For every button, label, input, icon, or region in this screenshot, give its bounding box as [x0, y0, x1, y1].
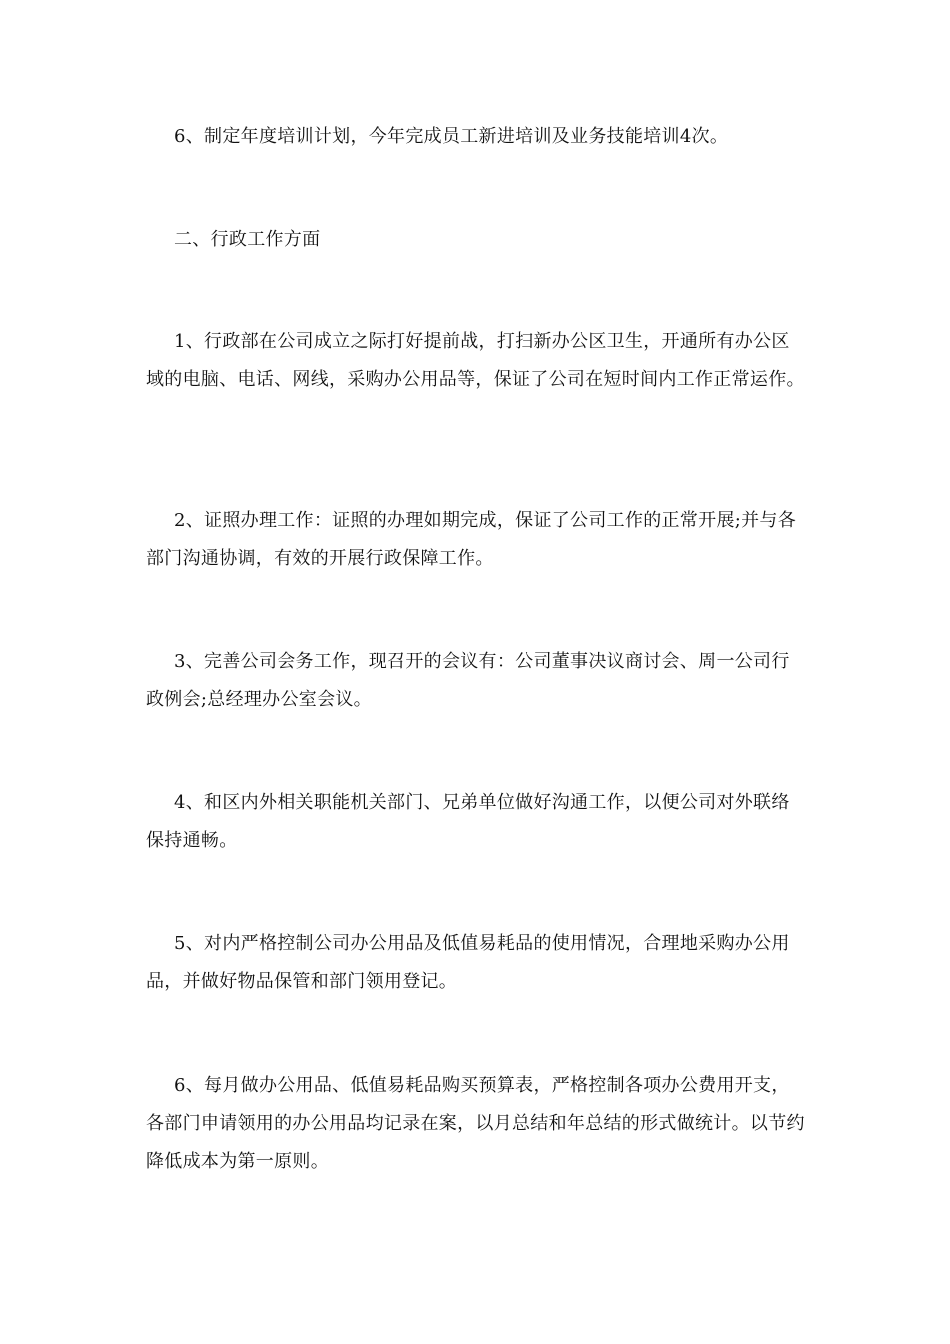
paragraph-admin-item-5: 5、对内严格控制公司办公用品及低值易耗品的使用情况，合理地采购办公用品，并做好物品保管和部门领用登记。: [146, 933, 790, 992]
paragraph-admin-item-4: 4、和区内外相关职能机关部门、兄弟单位做好沟通工作，以便公司对外联络保持通畅。: [146, 792, 790, 851]
paragraph-training-plan: 6、制定年度培训计划，今年完成员工新进培训及业务技能培训4次。: [174, 126, 729, 147]
paragraph-admin-item-3: 3、完善公司会务工作，现召开的会议有：公司董事决议商讨会、周一公司行政例会;总经理办公室会议。: [146, 651, 790, 710]
paragraph-admin-item-1: 1、行政部在公司成立之际打好提前战，打扫新办公区卫生，开通所有办公区域的电脑、电话、网线，采购办公用品等，保证了公司在短时间内工作正常运作。: [146, 331, 805, 390]
paragraph-admin-item-2: 2、证照办理工作：证照的办理如期完成，保证了公司工作的正常开展;并与各部门沟通协调，有效的开展行政保障工作。: [146, 510, 797, 569]
section-heading-administration: 二、行政工作方面: [174, 229, 321, 250]
paragraph-admin-item-6: 6、每月做办公用品、低值易耗品购买预算表，严格控制各项办公费用开支，各部门申请领用的办公用品均记录在案，以月总结和年总结的形式做统计。以节约降低成本为第一原则。: [146, 1075, 805, 1172]
